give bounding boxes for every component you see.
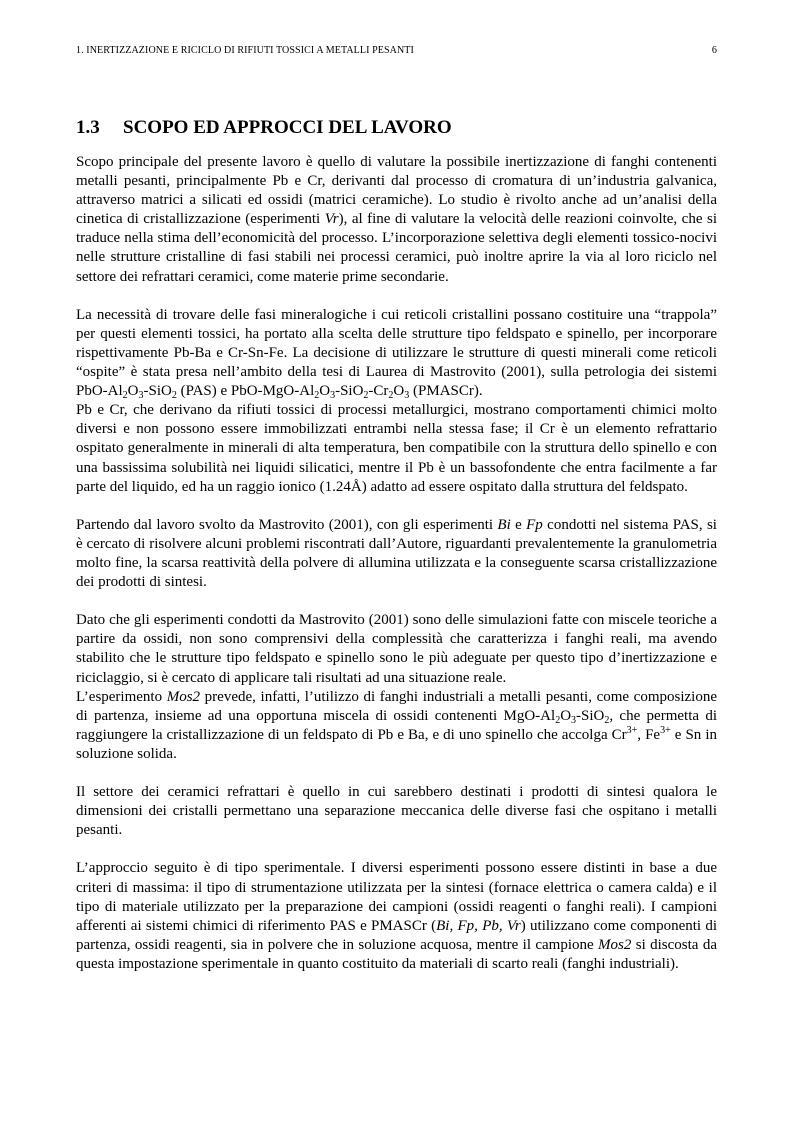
paragraph-4 [76, 516, 717, 592]
text-run: -SiO [576, 707, 605, 724]
text-run: -SiO [143, 383, 172, 400]
subscript: 2 [388, 390, 394, 402]
text-run: L’esperimento [76, 688, 167, 705]
text-run: e [510, 516, 527, 533]
paragraph-7: Il settore dei ceramici refrattari è quello in cui sarebbero destinati i prodotti di sintesi qualora le dimensioni dei cristalli permettano una separazione meccanica delle diverse fasi che ospitano i metalli pesanti. [76, 784, 717, 839]
italic-term: Mos2 [166, 688, 201, 705]
paragraph-6 [76, 688, 717, 764]
subscript: 3 [330, 390, 336, 402]
text-run: O [560, 707, 572, 724]
paragraph-1 [76, 153, 717, 287]
page-number: 6 [711, 45, 717, 56]
subscript: 2 [555, 714, 561, 726]
subscript: 2 [604, 714, 610, 726]
paragraph-2 [76, 306, 717, 401]
subscript: 3 [404, 390, 410, 402]
subscript: 3 [571, 714, 577, 726]
italic-term: Bi, Fp, Pb, Vr [436, 917, 521, 934]
paragraph-3: Pb e Cr, che derivano da rifiuti tossici di processi metallurgici, mostrano comportamenti chimici molto diversi e non possono essere immobilizzati entrambi nella stessa fase; il Cr è un elemento refrattario ospitato generalmente in minerali di alta temperatura, ben compatibile con la struttura dello spinello e con una bassissima solubilità nei liquidi silicatici, mentre il Pb è un bassofondente che entra facilmente a far parte del liquido, ed ha un raggio ionico (1.24Å) adatto ad essere ospitato dalla struttura del feldspato. [76, 402, 717, 495]
text-run: e Sn in soluzione solida. [76, 726, 717, 762]
text-run: condotti nel sistema PAS, si è cercato di risolvere alcuni problemi riscontrati dall’Autore, riguardanti prevalentemente la granulometria molto fine, la scarsa reattività della polvere di allumina utilizzata e la conseguente scarsa cristallizzazione dei prodotti di sintesi. [76, 516, 717, 591]
subscript: 2 [314, 390, 320, 402]
text-run: -SiO [335, 383, 364, 400]
text-run: (PMASCr). [409, 383, 483, 400]
text-run: -Cr [368, 383, 389, 400]
paragraph-8 [76, 859, 717, 974]
text-run: , Fe [637, 726, 661, 743]
italic-term: Bi [497, 516, 511, 533]
subscript: 2 [122, 390, 128, 402]
italic-term: Vr [324, 211, 339, 228]
text-run: , che permetta di raggiungere la cristallizzazione di un feldspato di Pb e Ba, e di uno spinello che accolga Cr [76, 707, 717, 743]
section-heading [76, 117, 452, 139]
text-run: O [319, 383, 331, 400]
text-run: La necessità di trovare delle fasi mineralogiche i cui reticoli cristallini possano costituire una “trappola” per questi elementi tossici, ha portato alla scelta delle strutture tipo feldspato e spinello, per incorporare rispettivamente Pb-Ba e Cr-Sn-Fe. La decisione di utilizzare le strutture di questi minerali come reticoli “ospite” è stata presa nell’ambito della tesi di Laurea di Mastrovito (2001), sulla petrologia dei sistemi PbO-Al [76, 306, 717, 400]
text-run: ) utilizzano come componenti di partenza, ossidi reagenti, sia in polvere che in soluzione acquosa, mentre il campione [76, 917, 718, 953]
subscript: 2 [171, 390, 177, 402]
body-text [76, 153, 717, 974]
text-run: Partendo dal lavoro svolto da Mastrovito (2001), con gli esperimenti [76, 516, 498, 533]
text-run: (PAS) e PbO-MgO-Al [176, 383, 315, 400]
text-run: O [393, 383, 405, 400]
italic-term: Mos2 [598, 936, 632, 953]
subscript: 2 [363, 390, 369, 402]
text-run: Scopo principale del presente lavoro è quello di valutare la possibile inertizzazione di fanghi contenenti metalli pesanti, principalmente Pb e Cr, derivanti dal processo di cromatura di un’industria galvanica, attraverso matrici a silicati ed ossidi (matrici ceramiche). Lo studio è rivolto anche ad un’analisi della cinetica di cristallizzazione (esperimenti [76, 154, 717, 228]
subscript: 3 [138, 390, 144, 402]
superscript: 3+ [660, 724, 671, 736]
text-run: ), al fine di valutare la velocità delle reazioni coinvolte, che si traduce nella stima dell’economicità del processo. L’incorporazione selettiva degli elementi tossico-nocivi nelle strutture cristalline di fasi stabili nei processi ceramici, può inoltre aprire la via al loro riciclo nel settore dei refrattari ceramici, come materie prime secondarie. [76, 211, 717, 285]
text-run: L’approccio seguito è di tipo sperimentale. I diversi esperimenti possono essere distinti in base a due criteri di massima: il tipo di strumentazione utilizzata per la sintesi (fornace elettrica o camera calda) e il tipo di materiale utilizzato per la preparazione dei campioni (ossidi reagenti o fanghi reali). I campioni afferenti ai sistemi chimici di riferimento PAS e PMASCr ( [76, 860, 717, 934]
superscript: 3+ [626, 724, 638, 736]
text-run: O [127, 383, 139, 400]
paragraph-5: Dato che gli esperimenti condotti da Mastrovito (2001) sono delle simulazioni fatte con miscele teoriche a partire da ossidi, non sono comprensivi della complessità che caratterizza i fanghi reali, ma avendo stabilito che le strutture tipo feldspato e spinello sono le più adeguate per questo tipo d’inertizzazione e riciclaggio, si è cercato di applicare tali risultati ad una situazione reale. [76, 612, 717, 686]
section-number: 1.3 [76, 117, 100, 138]
italic-term: Fp [526, 516, 543, 533]
chapter-title: 1. INERTIZZAZIONE E RICICLO DI RIFIUTI TOSSICI A METALLI PESANTI [76, 45, 414, 56]
section-title-text: SCOPO ED APPROCCI DEL LAVORO [123, 117, 452, 138]
text-run: prevede, infatti, l’utilizzo di fanghi industriali a metalli pesanti, come composizione di partenza, insieme ad una opportuna miscela di ossidi contenenti MgO-Al [76, 688, 717, 724]
text-run: si discosta da questa impostazione sperimentale in quanto costituito da materiali di scarto reali (fanghi industriali). [76, 936, 717, 972]
